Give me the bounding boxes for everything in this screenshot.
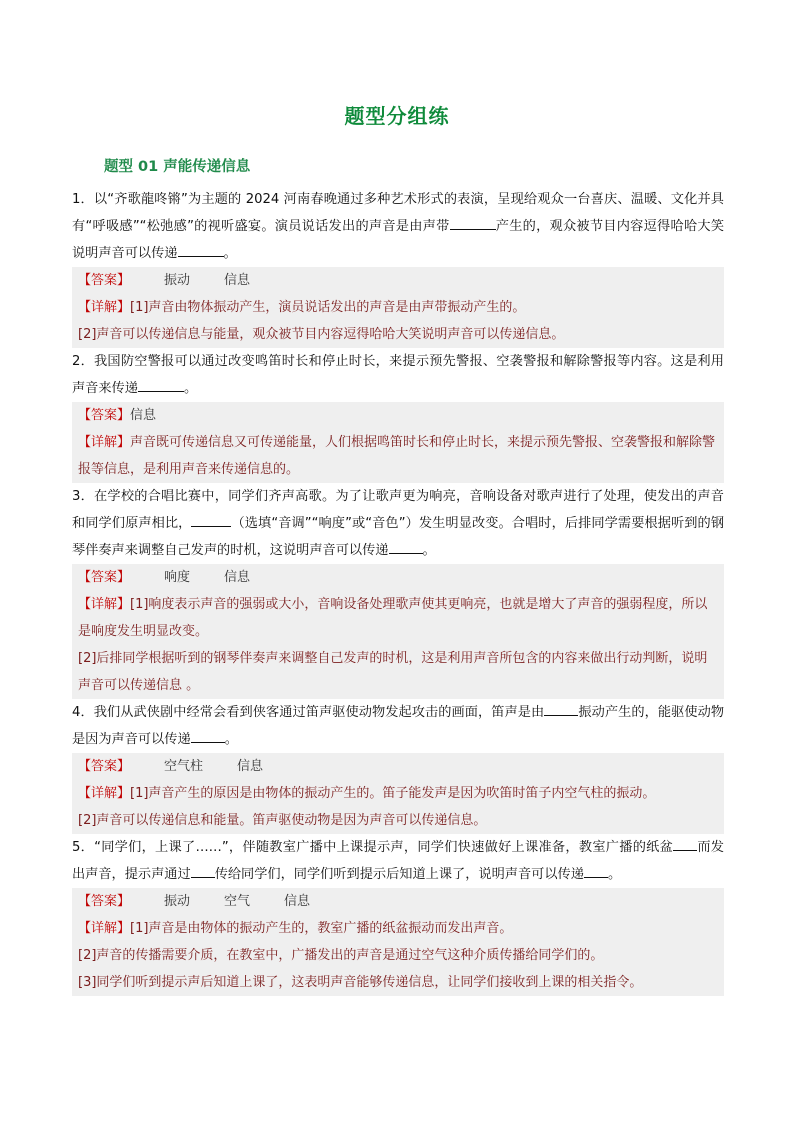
question-5 — [72, 834, 724, 888]
answer-value: 信息 — [224, 273, 251, 288]
answer-blank — [191, 861, 215, 878]
detail-tag: 【详解】 — [78, 435, 131, 450]
question-text: 。 — [422, 543, 436, 558]
detail-text: [3]同学们听到提示声后知道上课了，这表明声音能够传递信息，让同学们接收到上课的相关指令。 — [78, 975, 643, 990]
answer-value: 信息 — [237, 759, 264, 774]
answer-value: 振动 — [164, 894, 191, 909]
answer-blank — [138, 375, 184, 392]
detail-text: [2]声音可以传递信息和能量。笛声驱使动物是因为声音可以传递信息。 — [78, 813, 487, 828]
answer-box — [72, 402, 724, 429]
question-text: 4．我们从武侠剧中经常会看到侠客通过笛声驱使动物发起攻击的画面，笛声是由 — [72, 705, 545, 720]
answer-value: 空气 — [224, 894, 251, 909]
detail-text: 声音既可传递信息又可传递能量，人们根据鸣笛时长和停止时长，来提示预先警报、空袭警报和解除警报等信息，是利用声音来传递信息的。 — [78, 435, 716, 477]
question-text: 。 — [224, 732, 238, 747]
answer-blank — [584, 861, 608, 878]
question-text: 5．“同学们，上课了……”，伴随教室广播中上课提示声，同学们快速做好上课准备，教室广播的纸盆 — [72, 840, 674, 855]
detail-box — [72, 942, 724, 969]
detail-text: [2]声音的传播需要介质，在教室中，广播发出的声音是通过空气这种介质传播给同学们的。 — [78, 948, 604, 963]
answer-box — [72, 888, 724, 915]
answer-blank — [544, 699, 578, 716]
question-3 — [72, 483, 724, 564]
answer-blank — [191, 510, 231, 527]
section-heading: 题型 01 声能传递信息 — [104, 159, 251, 175]
answer-blank — [389, 537, 423, 554]
question-text: 。 — [607, 867, 622, 882]
question-text: 传给同学们，同学们听到提示后知道上课了，说明声音可以传递 — [214, 867, 584, 882]
detail-tag: 【详解】 — [78, 921, 131, 936]
detail-box — [72, 915, 724, 942]
question-text: 。 — [223, 246, 237, 261]
question-1 — [72, 186, 724, 267]
question-text: 。 — [183, 381, 198, 396]
answer-tag: 【答案】 — [78, 408, 131, 423]
answer-value: 信息 — [130, 408, 157, 423]
answer-value: 信息 — [284, 894, 311, 909]
detail-tag: 【详解】 — [78, 597, 131, 612]
detail-text: [2]后排同学根据听到的钢琴伴奏声来调整自己发声的时机，这是利用声音所包含的内容来做出行动判断，说明声音可以传递信息 。 — [78, 651, 708, 693]
answer-box — [72, 564, 724, 591]
answer-box — [72, 753, 724, 780]
question-text: （选填“音调”“响度”或“音色”）发生明显改变。合唱时，后排同学需要根据听到的钢琴伴奏声来调整自己发声的时机，这说明声音可以传递 — [72, 516, 725, 558]
detail-tag: 【详解】 — [78, 300, 131, 315]
detail-box — [72, 429, 724, 483]
answer-value: 空气柱 — [164, 759, 204, 774]
answer-tag: 【答案】 — [78, 273, 131, 288]
question-list — [72, 186, 724, 996]
detail-text: [1]声音产生的原因是由物体的振动产生的。笛子能发声是因为吹笛时笛子内空气柱的振动。 — [130, 786, 656, 801]
detail-box — [72, 645, 724, 699]
answer-value: 信息 — [224, 570, 251, 585]
detail-tag: 【详解】 — [78, 786, 131, 801]
answer-box — [72, 267, 724, 294]
question-text: 3．在学校的合唱比赛中，同学们齐声高歌。为了让歌声更为响亮，音响设备对歌声进行了处理，使发出的声音和同学们原声相比， — [72, 489, 724, 531]
answer-blank — [450, 213, 496, 230]
detail-box — [72, 294, 724, 321]
detail-box — [72, 321, 724, 348]
question-4 — [72, 699, 724, 753]
answer-blank — [673, 834, 697, 851]
question-text: 产生的，观众被节目内容逗得哈哈大笑说明声音可以传递 — [72, 219, 725, 261]
answer-blank — [178, 240, 224, 257]
question-2 — [72, 348, 724, 402]
answer-tag: 【答案】 — [78, 570, 131, 585]
question-text: 振动产生的，能驱使动物是因为声音可以传递 — [72, 705, 725, 747]
detail-text: [1]响度表示声音的强弱或大小，音响设备处理歌声使其更响亮，也就是增大了声音的强弱程度，所以是响度发生明显改变。 — [78, 597, 708, 639]
detail-box — [72, 807, 724, 834]
answer-tag: 【答案】 — [78, 894, 131, 909]
page-title: 题型分组练 — [344, 104, 450, 128]
question-text: 1．以“齐歌龍咚锵”为主题的 2024 河南春晚通过多种艺术形式的表演，呈现给观众一台喜庆、温暖、文化并具有“呼吸感”“松弛感”的视听盛宴。演员说话发出的声音是由声带 — [72, 192, 724, 234]
question-text: 而发出声音，提示声通过 — [72, 840, 724, 882]
detail-text: [1]声音由物体振动产生，演员说话发出的声音是由声带振动产生的。 — [130, 300, 526, 315]
detail-box — [72, 969, 724, 996]
answer-blank — [191, 726, 225, 743]
detail-box — [72, 780, 724, 807]
answer-value: 响度 — [164, 570, 191, 585]
question-text: 2．我国防空警报可以通过改变鸣笛时长和停止时长，来提示预先警报、空袭警报和解除警报等内容。这是利用声音来传递 — [72, 354, 724, 396]
detail-text: [2]声音可以传递信息与能量，观众被节目内容逗得哈哈大笑说明声音可以传递信息。 — [78, 327, 565, 342]
answer-tag: 【答案】 — [78, 759, 131, 774]
detail-text: [1]声音是由物体的振动产生的，教室广播的纸盆振动而发出声音。 — [130, 921, 513, 936]
detail-box — [72, 591, 724, 645]
answer-value: 振动 — [164, 273, 191, 288]
